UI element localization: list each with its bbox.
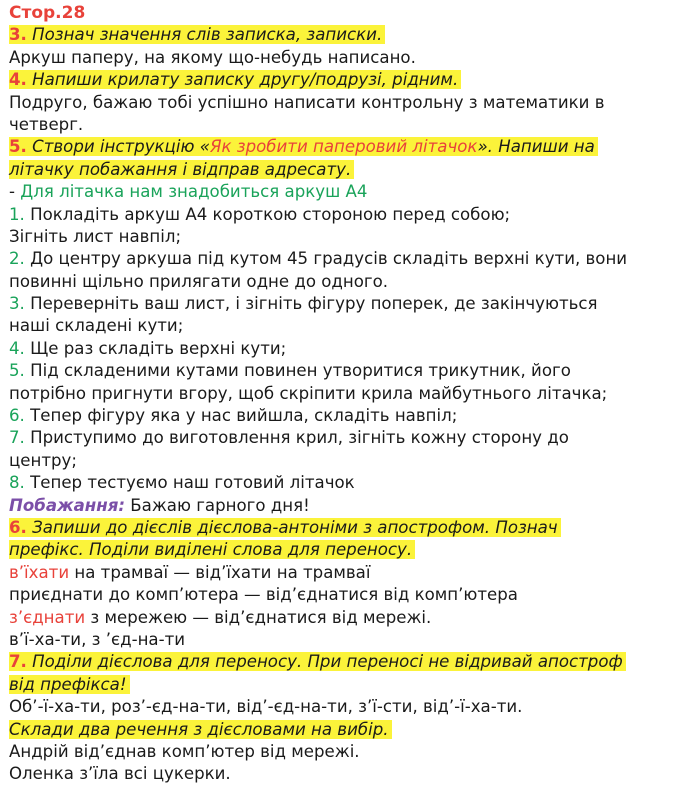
instruction-step (9, 271, 695, 293)
instruction-step (9, 450, 695, 472)
step-text: Приступимо до виготовлення крил, зігніть кожну сторону до (24, 428, 569, 448)
step-text: Під складеними кутами повинен утворитися трикутник, його (24, 361, 571, 381)
step-text: Покладіть аркуш А4 короткою стороною перед собою; (24, 204, 511, 224)
task-6-line: приєднати до комп’ютера — від’єднатися від комп’ютера (9, 585, 518, 605)
step-number: 5. (9, 361, 25, 381)
document-page: Стор.28 3. Познач значення слів записка, записки. Аркуш паперу, на якому що-небудь написано. 4. Напиши крилату записку другу/подрузі, рідним. Подруго, бажаю тобі успішно написати контрольну з математики в четверг. 5. Створи інструкцію «Як зробити паперовий літачок». Напиши на літачку побажання і відправ адресату. - Для літачка нам знадобиться аркуш А4 1. Покладіть аркуш А4 короткою стороною перед собою; Зігніть лист навпіл; 2. До центру аркуша під кутом 45 градусів складіть верхні кути, вони повинні щільно прилягати одне до одного. 3. Переверніть ваш лист, і зігніть фігуру поперек, де закінчуються наші складені кути; 4. Ще раз складіть верхні кути; 5. Під складеними кутами повинен утворитися трикутник, його потрібно пригнути вгору, щоб скріпити крила майбутнього літачка; 6. Тепер фігуру яка у нас вийшла, складіть навпіл; 7. Приступимо до виготовлення крил, зігніть кожну сторону до центру; 8. Тепер тестуємо наш готовий літачок Побажання: Бажаю гарного дня! 6. Запиши до дієслів дієслова-антоніми з апострофом. Познач префікс. Поділи виділені слова для переносу. в’їхати на трамваї — від’їхати на трамваї приєднати до комп’ютера — від’єднатися від комп’ютера з’єднати з мережею — від’єднатися від мережі. в’ї-ха-ти, з ’єд-на-ти 7. Поділи дієслова для переносу. При переносі не відривай апостроф від префікса! Об’-ї-ха-ти, роз’-єд-на-ти, від’-єд-на-ти, з’ї-сти, від’-ї-ха-ти. Склади два речення з дієсловами на вибір. Андрій від’єднав комп’ютер від мережі. Оленка з’їла всі цукерки. (0, 0, 695, 810)
task-5-heading-cont: літачку побажання і відправ адресату. (9, 160, 354, 179)
step-text: Переверніть ваш лист, і зігніть фігуру поперек, де закінчуються (24, 294, 598, 314)
step-number: 6. (9, 406, 25, 426)
task-3-heading: 3. Познач значення слів записка, записки. (9, 25, 385, 44)
task-7-heading-cont: від префікса! (9, 675, 130, 694)
task-6-heading-cont: префікс. Поділи виділені слова для переносу. (9, 540, 415, 559)
task-5-heading: 5. Створи інструкцію «Як зробити паперовий літачок». Напиши на (9, 137, 598, 156)
task-7-answer: Об’-ї-ха-ти, роз’-єд-на-ти, від’-єд-на-ти, з’ї-сти, від’-ї-ха-ти. (9, 697, 523, 717)
instruction-step (9, 405, 695, 427)
step-text: наші складені кути; (9, 316, 184, 336)
instruction-step (9, 472, 695, 494)
instruction-step (9, 204, 695, 226)
instruction-step (9, 427, 695, 449)
task-5-intro: Для літачка нам знадобиться аркуш А4 (20, 182, 368, 202)
task-4-heading: 4. Напиши крилату записку другу/подрузі, рідним. (9, 70, 461, 89)
instruction-step (9, 383, 695, 405)
instruction-step (9, 315, 695, 337)
step-number: 2. (9, 249, 25, 269)
instruction-step (9, 360, 695, 382)
step-text: Ще раз складіть верхні кути; (24, 338, 287, 358)
step-number: 1. (9, 204, 25, 224)
sentence-1: Андрій від’єднав комп’ютер від мережі. (9, 741, 360, 761)
instruction-steps (9, 204, 695, 495)
step-number: 7. (9, 428, 25, 448)
task-4-answer-line: Подруго, бажаю тобі успішно написати контрольну з математики в (9, 92, 605, 112)
step-number: 4. (9, 338, 25, 358)
step-text: центру; (9, 450, 77, 470)
task-7-heading: 7. Поділи дієслова для переносу. При переносі не відривай апостроф (9, 652, 626, 671)
wish-text: Бажаю гарного дня! (125, 495, 310, 515)
step-text: До центру аркуша під кутом 45 градусів складіть верхні кути, вони (24, 249, 628, 269)
instruction-step (9, 248, 695, 270)
step-text: потрібно пригнути вгору, щоб скріпити крила майбутнього літачка; (9, 383, 608, 403)
sentence-2: Оленка з’їла всі цукерки. (9, 764, 231, 784)
wish-label: Побажання: (9, 495, 126, 515)
step-text: Зігніть лист навпіл; (9, 226, 182, 246)
task-4-answer-line: четверг. (9, 114, 84, 134)
word-ziednaty: з’єднати (9, 607, 86, 627)
task-7-subtask: Склади два речення з дієсловами на вибір. (9, 720, 392, 739)
page-title: Стор.28 (9, 3, 86, 23)
instruction-step (9, 226, 695, 248)
instruction-step (9, 293, 695, 315)
task-6-hyphenation: в’ї-ха-ти, з ’єд-на-ти (9, 629, 186, 649)
task-6-heading: 6. Запиши до дієслів дієслова-антоніми з апострофом. Познач (9, 518, 561, 537)
word-vyikhaty: в’їхати (9, 562, 70, 582)
step-text: Тепер тестуємо наш готовий літачок (24, 473, 355, 493)
step-text: Тепер фігуру яка у нас вийшла, складіть навпіл; (24, 406, 458, 426)
instruction-step (9, 338, 695, 360)
task-3-answer: Аркуш паперу, на якому що-небудь написано. (9, 47, 416, 67)
step-number: 3. (9, 294, 25, 314)
step-number: 8. (9, 473, 25, 493)
step-text: повинні щільно прилягати одне до одного. (9, 271, 389, 291)
